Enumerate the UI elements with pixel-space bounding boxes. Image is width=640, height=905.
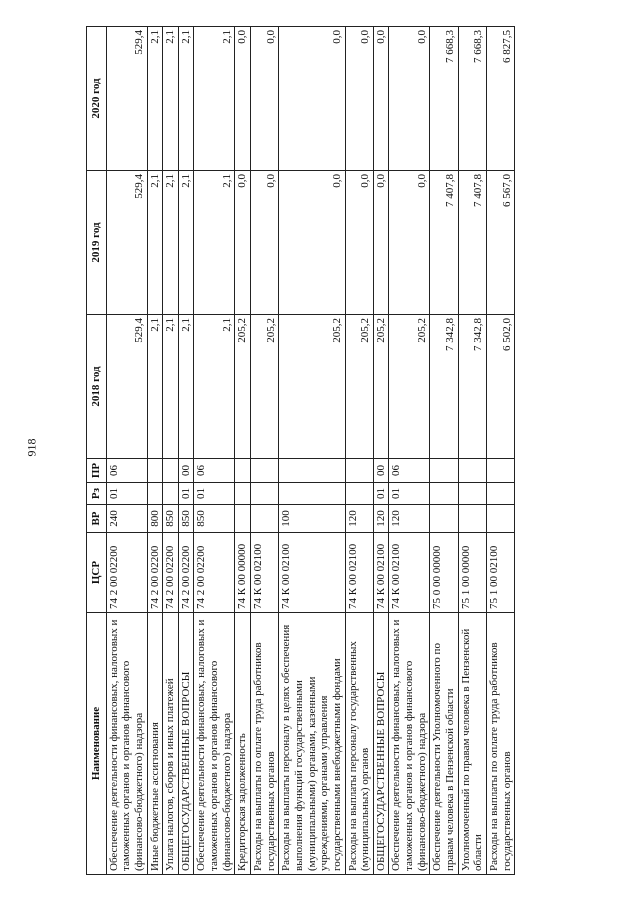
row-2020: 2,1 <box>147 27 163 171</box>
table-row <box>279 27 345 875</box>
row-vr <box>251 505 279 533</box>
row-2019: 7 407,8 <box>430 171 458 315</box>
row-name: Обеспечение деятельности финансовых, налоговых и таможенных органов и органов финансового (финансово-бюджетного) надзора <box>194 613 235 875</box>
row-name: Расходы на выплаты по оплате труда работников государственных органов <box>486 613 514 875</box>
row-rz <box>486 483 514 505</box>
row-vr: 850 <box>194 505 235 533</box>
row-name: ОБЩЕГОСУДАРСТВЕННЫЕ ВОПРОСЫ <box>373 613 389 875</box>
row-2019: 2,1 <box>194 171 235 315</box>
row-csr: 74 К 00 02100 <box>345 533 373 613</box>
row-pr: 00 <box>373 459 389 483</box>
row-csr: 74 2 00 02200 <box>106 533 147 613</box>
row-2020: 529,4 <box>106 27 147 171</box>
row-rz <box>147 483 163 505</box>
row-2018: 2,1 <box>194 315 235 459</box>
row-2018: 529,4 <box>106 315 147 459</box>
row-pr <box>163 459 179 483</box>
row-rz <box>458 483 486 505</box>
row-pr <box>147 459 163 483</box>
row-pr <box>279 459 345 483</box>
row-2019: 0,0 <box>251 171 279 315</box>
row-2018: 6 502,0 <box>486 315 514 459</box>
row-csr: 74 2 00 02200 <box>178 533 194 613</box>
table-header-row <box>87 27 107 875</box>
row-pr <box>345 459 373 483</box>
row-rz <box>345 483 373 505</box>
row-pr <box>430 459 458 483</box>
table-row <box>486 27 514 875</box>
row-name: Кредиторская задолженность <box>235 613 251 875</box>
row-2018: 2,1 <box>178 315 194 459</box>
row-csr: 74 К 00 02100 <box>251 533 279 613</box>
row-csr: 74 2 00 02200 <box>163 533 179 613</box>
row-2020: 0,0 <box>373 27 389 171</box>
header-name: Наименование <box>87 613 107 875</box>
row-vr: 800 <box>147 505 163 533</box>
row-2019: 2,1 <box>147 171 163 315</box>
row-vr: 850 <box>178 505 194 533</box>
row-pr: 06 <box>389 459 430 483</box>
header-2019: 2019 год <box>87 171 107 315</box>
row-rz <box>163 483 179 505</box>
row-pr <box>251 459 279 483</box>
table-row <box>194 27 235 875</box>
header-pr: ПР <box>87 459 107 483</box>
row-rz <box>235 483 251 505</box>
row-2018: 2,1 <box>147 315 163 459</box>
table-row <box>458 27 486 875</box>
row-csr: 74 2 00 02200 <box>147 533 163 613</box>
row-rz: 01 <box>373 483 389 505</box>
row-csr: 74 К 00 02100 <box>389 533 430 613</box>
row-2019: 6 567,0 <box>486 171 514 315</box>
row-2019: 0,0 <box>389 171 430 315</box>
row-rz <box>279 483 345 505</box>
row-name: Расходы на выплаты персоналу в целях обеспечения выполнения функций государственными (муниципальными) органами, казенными учреждениями, органами управления государственными внебюджетными фондами <box>279 613 345 875</box>
row-2020: 7 668,3 <box>458 27 486 171</box>
header-csr: ЦСР <box>87 533 107 613</box>
row-vr: 120 <box>345 505 373 533</box>
row-rz: 01 <box>389 483 430 505</box>
row-2020: 6 827,5 <box>486 27 514 171</box>
row-2018: 7 342,8 <box>430 315 458 459</box>
table-row <box>147 27 163 875</box>
row-vr: 120 <box>373 505 389 533</box>
row-pr: 06 <box>106 459 147 483</box>
row-name: ОБЩЕГОСУДАРСТВЕННЫЕ ВОПРОСЫ <box>178 613 194 875</box>
row-pr <box>235 459 251 483</box>
row-vr: 850 <box>163 505 179 533</box>
row-name: Расходы на выплаты по оплате труда работников государственных органов <box>251 613 279 875</box>
row-2018: 205,2 <box>251 315 279 459</box>
row-2019: 0,0 <box>373 171 389 315</box>
row-2020: 0,0 <box>279 27 345 171</box>
row-2019: 2,1 <box>163 171 179 315</box>
row-2018: 2,1 <box>163 315 179 459</box>
row-rz <box>430 483 458 505</box>
row-rz <box>251 483 279 505</box>
table-row <box>430 27 458 875</box>
row-2020: 0,0 <box>251 27 279 171</box>
row-2018: 205,2 <box>389 315 430 459</box>
row-2020: 2,1 <box>178 27 194 171</box>
row-2019: 0,0 <box>279 171 345 315</box>
row-csr: 74 К 00 02100 <box>373 533 389 613</box>
row-rz: 01 <box>178 483 194 505</box>
row-2020: 0,0 <box>389 27 430 171</box>
row-2019: 0,0 <box>235 171 251 315</box>
row-vr <box>458 505 486 533</box>
row-vr <box>235 505 251 533</box>
table-row <box>373 27 389 875</box>
table-row <box>106 27 147 875</box>
row-2019: 2,1 <box>178 171 194 315</box>
row-pr <box>486 459 514 483</box>
row-name: Обеспечение деятельности финансовых, налоговых и таможенных органов и органов финансового (финансово-бюджетного) надзора <box>106 613 147 875</box>
row-2019: 529,4 <box>106 171 147 315</box>
table-row <box>178 27 194 875</box>
row-pr: 06 <box>194 459 235 483</box>
row-vr: 120 <box>389 505 430 533</box>
row-vr <box>486 505 514 533</box>
row-2018: 205,2 <box>279 315 345 459</box>
row-name: Уплата налогов, сборов и иных платежей <box>163 613 179 875</box>
row-2018: 7 342,8 <box>458 315 486 459</box>
row-csr: 74 К 00 00000 <box>235 533 251 613</box>
row-csr: 75 1 00 00000 <box>458 533 486 613</box>
row-rz: 01 <box>106 483 147 505</box>
row-name: Обеспечение деятельности финансовых, налоговых и таможенных органов и органов финансового (финансово-бюджетного) надзора <box>389 613 430 875</box>
row-vr <box>430 505 458 533</box>
row-2018: 205,2 <box>235 315 251 459</box>
row-csr: 75 0 00 00000 <box>430 533 458 613</box>
budget-table <box>86 26 515 875</box>
row-2019: 7 407,8 <box>458 171 486 315</box>
row-pr <box>458 459 486 483</box>
page-number: 918 <box>24 438 39 457</box>
row-pr: 00 <box>178 459 194 483</box>
row-csr: 74 К 00 02100 <box>279 533 345 613</box>
header-vr: ВР <box>87 505 107 533</box>
table-row <box>345 27 373 875</box>
row-csr: 74 2 00 02200 <box>194 533 235 613</box>
row-name: Расходы на выплаты персоналу государственных (муниципальных) органов <box>345 613 373 875</box>
header-rz: Рз <box>87 483 107 505</box>
row-2018: 205,2 <box>373 315 389 459</box>
row-2020: 7 668,3 <box>430 27 458 171</box>
row-name: Обеспечение деятельности Уполномоченного по правам человека в Пензенской области <box>430 613 458 875</box>
row-2020: 2,1 <box>194 27 235 171</box>
header-2018: 2018 год <box>87 315 107 459</box>
row-rz: 01 <box>194 483 235 505</box>
header-2020: 2020 год <box>87 27 107 171</box>
row-name: Уполномоченный по правам человека в Пензенской области <box>458 613 486 875</box>
row-2019: 0,0 <box>345 171 373 315</box>
row-vr: 100 <box>279 505 345 533</box>
table-row <box>389 27 430 875</box>
row-2020: 0,0 <box>235 27 251 171</box>
row-vr: 240 <box>106 505 147 533</box>
row-2020: 0,0 <box>345 27 373 171</box>
row-csr: 75 1 00 02100 <box>486 533 514 613</box>
row-2018: 205,2 <box>345 315 373 459</box>
table-row <box>235 27 251 875</box>
table-row <box>251 27 279 875</box>
row-2020: 2,1 <box>163 27 179 171</box>
table-row <box>163 27 179 875</box>
row-name: Иные бюджетные ассигнования <box>147 613 163 875</box>
